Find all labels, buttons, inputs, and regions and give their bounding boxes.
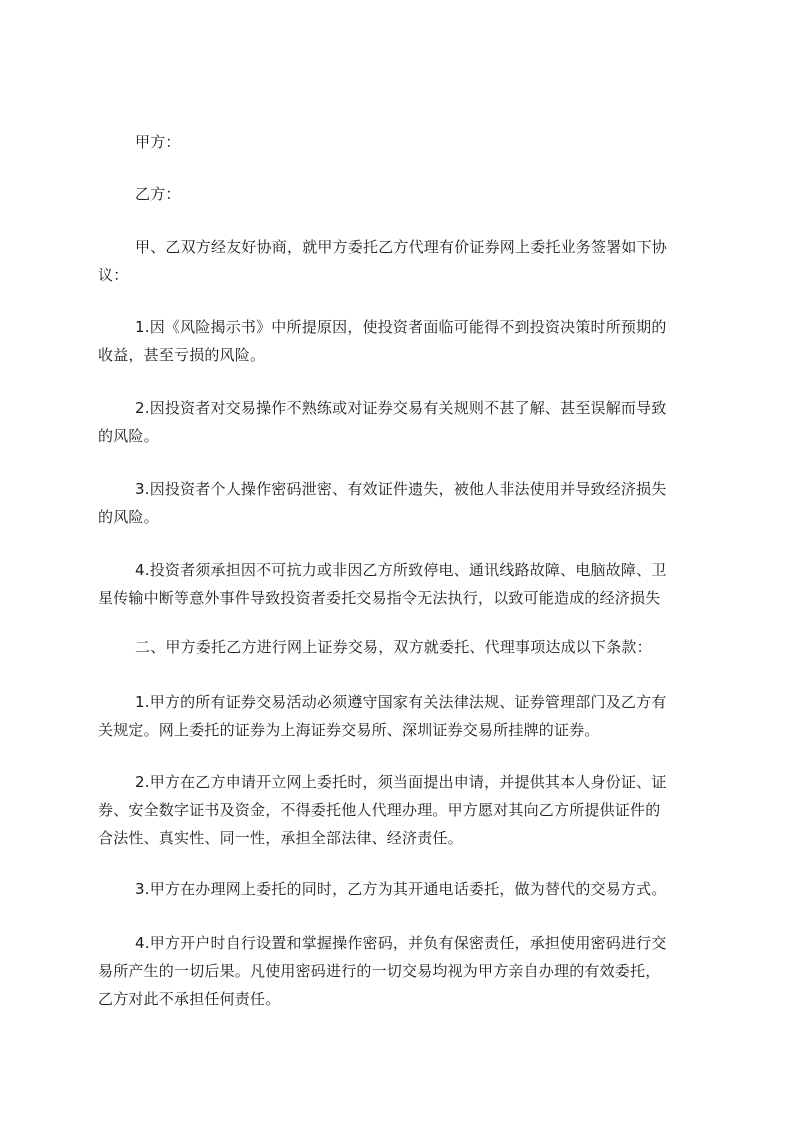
risk-item-2	[98, 394, 700, 450]
term-item-4-line-3: 乙方对此不承担任何责任。	[98, 990, 281, 1008]
risk-item-4-line-1: 4.投资者须承担因不可抗力或非因乙方所致停电、通讯线路故障、电脑故障、卫	[135, 561, 667, 579]
risk-item-1-line-1: 1.因《风险揭示书》中所提原因，使投资者面临可能得不到投资决策时所预期的	[135, 318, 667, 336]
party-b-line	[135, 180, 700, 208]
term-item-3-line-1: 3.甲方在办理网上委托的同时，乙方为其开通电话委托，做为替代的交易方式。	[135, 880, 667, 898]
term-item-3	[135, 875, 700, 903]
section-two-text: 二、甲方委托乙方进行网上证券交易，双方就委托、代理事项达成以下条款：	[135, 638, 652, 656]
risk-item-3-line-1: 3.因投资者个人操作密码泄密、有效证件遗失，被他人非法使用并导致经济损失	[135, 480, 667, 498]
term-item-4-line-2: 易所产生的一切后果。凡使用密码进行的一切交易均视为甲方亲自办理的有效委托，	[98, 962, 661, 980]
term-item-4	[98, 929, 700, 1013]
risk-item-3-line-2: 的风险。	[98, 508, 159, 526]
party-a-label: 甲方：	[135, 133, 181, 151]
term-item-2-line-1: 2.甲方在乙方申请开立网上委托时，须当面提出申请，并提供其本人身份证、证	[135, 773, 667, 791]
party-b-label: 乙方：	[135, 185, 181, 203]
risk-item-4-line-2: 星传输中断等意外事件导致投资者委托交易指令无法执行，以致可能造成的经济损失	[98, 589, 661, 607]
term-item-2-line-3: 合法性、真实性、同一性，承担全部法律、经济责任。	[98, 829, 463, 847]
risk-item-2-line-2: 的风险。	[98, 427, 159, 445]
intro-paragraph	[98, 233, 700, 289]
term-item-4-line-1: 4.甲方开户时自行设置和掌握操作密码，并负有保密责任，承担使用密码进行交	[135, 934, 667, 952]
risk-item-3	[98, 475, 700, 531]
risk-item-1-line-2: 收益，甚至亏损的风险。	[98, 346, 266, 364]
term-item-1-line-1: 1.甲方的所有证券交易活动必须遵守国家有关法律法规、证券管理部门及乙方有	[135, 693, 667, 711]
risk-item-2-line-1: 2.因投资者对交易操作不熟练或对证券交易有关规则不甚了解、甚至误解而导致	[135, 399, 667, 417]
term-item-1	[98, 688, 700, 744]
term-item-1-line-2: 关规定。网上委托的证券为上海证券交易所、深圳证券交易所挂牌的证券。	[98, 721, 600, 739]
party-a-line	[135, 128, 700, 156]
risk-item-1	[98, 313, 700, 369]
term-item-2	[98, 768, 700, 852]
intro-line-1: 甲、乙双方经友好协商，就甲方委托乙方代理有价证券网上委托业务签署如下协	[135, 238, 668, 256]
intro-line-2: 议：	[98, 266, 129, 284]
term-item-2-line-2: 券、安全数字证书及资金，不得委托他人代理办理。甲方愿对其向乙方所提供证件的	[98, 801, 661, 819]
risk-item-4	[98, 556, 700, 612]
section-two-heading	[135, 633, 700, 661]
